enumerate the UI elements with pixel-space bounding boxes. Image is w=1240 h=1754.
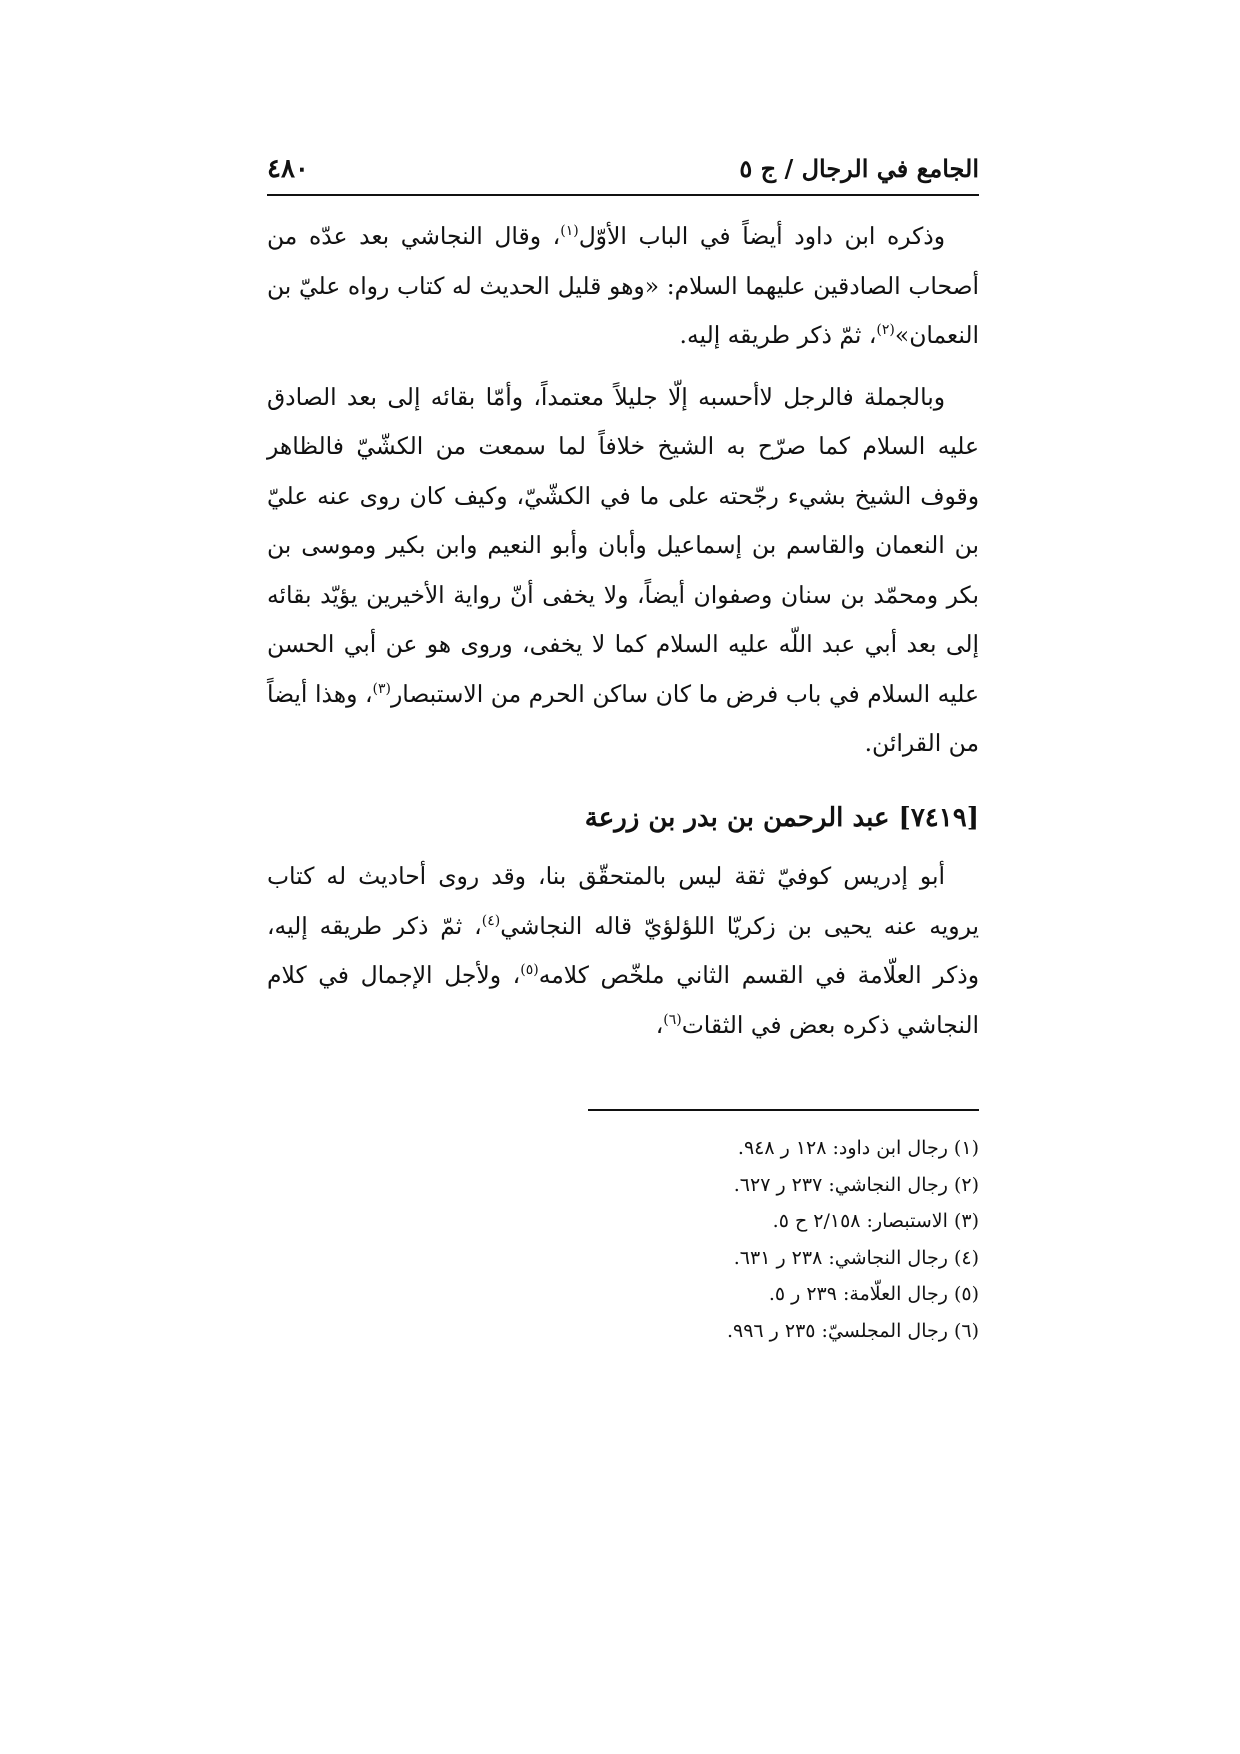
running-title: الجامع في الرجال / ج ٥ [739, 154, 979, 183]
footnote-item: (٤) رجال النجاشي: ٢٣٨ ر ٦٣١. [733, 1246, 979, 1269]
footnote-ref[interactable]: (٦) [663, 1011, 682, 1028]
footnote-ref[interactable]: (٣) [372, 680, 391, 697]
text-run: ، ثمّ ذكر طريقه إليه. [679, 321, 877, 349]
page-number: ٤٨٠ [267, 154, 309, 184]
footnote-item: (٦) رجال المجلسيّ: ٢٣٥ ر ٩٩٦. [726, 1319, 979, 1342]
footnote-item: (٥) رجال العلّامة: ٢٣٩ ر ٥. [768, 1283, 979, 1306]
page-header [267, 150, 979, 196]
footnote-item: (٣) الاستبصار: ٢/١٥٨ ح ٥. [772, 1210, 979, 1233]
text-run: ، ثمّ ذكر طريقه إليه، وذكر العلّامة في القسم الثاني ملخّص كلامه [267, 911, 979, 989]
text-run: ، وقال النجاشي بعد عدّه من أصحاب الصادقين عليهما السلام: «وهو قليل الحديث له كتاب رواه عليّ بن النعمان» [267, 222, 979, 349]
text-run: ، وهذا أيضاً من القرائن. [267, 679, 979, 757]
entry-text [267, 852, 979, 1050]
footnote-item: (١) رجال ابن داود: ١٢٨ ر ٩٤٨. [737, 1137, 979, 1159]
text-run: ، [655, 1010, 664, 1039]
text-run: وبالجملة فالرجل لاأحسبه إلّا جليلاً معتمداً، وأمّا بقائه إلى بعد الصادق عليه السلام كما صرّح به الشيخ خلافاً لما سمعت من الكشّيّ فالظاهر وقوف الشيخ بشيء رجّحته على ما في الكشّيّ، وكيف كان روى عنه عليّ بن النعمان والقاسم بن إسماعيل وأبان وأبو النعيم وابن بكير وموسى بن بكر ومحمّد بن سنان وصفوان أيضاً، ولا يخفى أنّ رواية الأخيرين يؤيّد بقائه إلى بعد أبي عبد اللّه عليه السلام كما لا يخفى، وروى هو عن أبي الحسن عليه السلام في باب فرض ما كان ساكن الحرم من الاستبصار [267, 382, 980, 708]
text-run: ، ولأجل الإجمال في كلام النجاشي ذكره بعض في الثقات [267, 961, 979, 1039]
main-text [267, 212, 979, 769]
footnotes [500, 1130, 979, 1350]
footnote-ref[interactable]: (٤) [481, 912, 501, 929]
paragraph [267, 373, 979, 769]
footnote-ref[interactable]: (٥) [520, 962, 539, 979]
entry-heading: [٧٤١٩] عبد الرحمن بن بدر بن زرعة [584, 803, 979, 833]
footnote-ref[interactable]: (٢) [876, 322, 895, 339]
text-run: أبو إدريس كوفيّ ثقة ليس بالمتحقّق بنا، وقد روى أحاديث له كتاب يرويه عنه يحيى بن زكريّا اللؤلؤيّ قاله النجاشي [267, 862, 979, 940]
text-run: وذكره ابن داود أيضاً في الباب الأوّل [578, 222, 945, 250]
paragraph [267, 212, 979, 361]
footnote-item: (٢) رجال النجاشي: ٢٣٧ ر ٦٢٧. [733, 1173, 979, 1196]
footnote-divider [588, 1109, 979, 1111]
footnote-ref[interactable]: (١) [560, 223, 579, 240]
paragraph [267, 852, 979, 1050]
